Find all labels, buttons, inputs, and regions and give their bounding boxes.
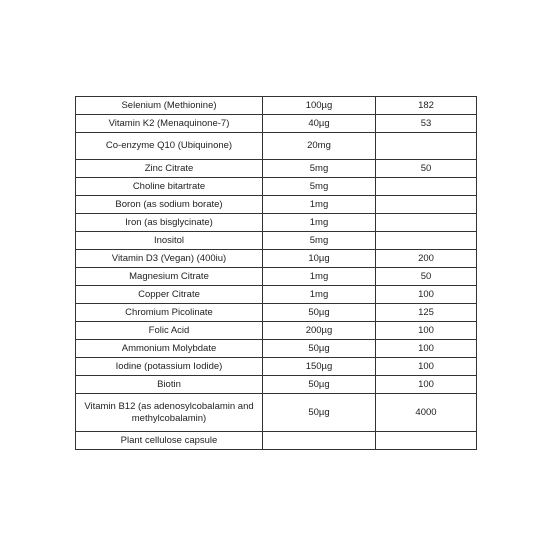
nrv-cell: 100: [376, 286, 477, 304]
amount-cell: 1mg: [263, 286, 376, 304]
table-row: [76, 376, 477, 394]
nrv-cell: 100: [376, 358, 477, 376]
ingredient-cell: Zinc Citrate: [76, 160, 263, 178]
ingredient-cell: Plant cellulose capsule: [76, 432, 263, 450]
amount-cell: 5mg: [263, 178, 376, 196]
table-row: [76, 358, 477, 376]
nrv-cell: 100: [376, 340, 477, 358]
ingredient-cell: Folic Acid: [76, 322, 263, 340]
amount-cell: [263, 432, 376, 450]
amount-cell: 1mg: [263, 196, 376, 214]
amount-cell: 5mg: [263, 160, 376, 178]
ingredient-cell: Co-enzyme Q10 (Ubiquinone): [76, 133, 263, 160]
amount-cell: 10µg: [263, 250, 376, 268]
amount-cell: 40µg: [263, 115, 376, 133]
table-row: [76, 268, 477, 286]
supplement-facts-table: [75, 96, 477, 450]
nrv-cell: [376, 178, 477, 196]
ingredient-cell: Selenium (Methionine): [76, 97, 263, 115]
table-row: [76, 304, 477, 322]
nrv-cell: 50: [376, 268, 477, 286]
nrv-cell: 100: [376, 322, 477, 340]
ingredient-cell: Iodine (potassium Iodide): [76, 358, 263, 376]
nrv-cell: [376, 232, 477, 250]
table-row: [76, 232, 477, 250]
ingredient-cell: Copper Citrate: [76, 286, 263, 304]
amount-cell: 50µg: [263, 394, 376, 432]
ingredient-cell: Vitamin D3 (Vegan) (400iu): [76, 250, 263, 268]
amount-cell: 150µg: [263, 358, 376, 376]
table-row: [76, 432, 477, 450]
nrv-cell: [376, 133, 477, 160]
ingredient-cell: Magnesium Citrate: [76, 268, 263, 286]
ingredient-cell: Ammonium Molybdate: [76, 340, 263, 358]
ingredient-cell: Inositol: [76, 232, 263, 250]
amount-cell: 5mg: [263, 232, 376, 250]
nrv-cell: [376, 432, 477, 450]
table-row: [76, 115, 477, 133]
amount-cell: 50µg: [263, 376, 376, 394]
ingredient-cell: Biotin: [76, 376, 263, 394]
ingredient-cell: Chromium Picolinate: [76, 304, 263, 322]
ingredient-cell: Vitamin K2 (Menaquinone-7): [76, 115, 263, 133]
table-row: [76, 214, 477, 232]
table-row: [76, 133, 477, 160]
nrv-cell: [376, 196, 477, 214]
table-row: [76, 178, 477, 196]
ingredient-cell: Vitamin B12 (as adenosylcobalamin and methylcobalamin): [76, 394, 263, 432]
table-row: [76, 340, 477, 358]
ingredient-cell: Iron (as bisglycinate): [76, 214, 263, 232]
nrv-cell: 200: [376, 250, 477, 268]
amount-cell: 20mg: [263, 133, 376, 160]
table-row: [76, 250, 477, 268]
nrv-cell: [376, 214, 477, 232]
amount-cell: 1mg: [263, 268, 376, 286]
nrv-cell: 4000: [376, 394, 477, 432]
table-row: [76, 196, 477, 214]
nrv-cell: 50: [376, 160, 477, 178]
ingredient-cell: Choline bitartrate: [76, 178, 263, 196]
nrv-cell: 182: [376, 97, 477, 115]
table-row: [76, 322, 477, 340]
ingredient-cell: Boron (as sodium borate): [76, 196, 263, 214]
table-row: [76, 160, 477, 178]
nrv-cell: 53: [376, 115, 477, 133]
table-row: [76, 286, 477, 304]
nrv-cell: 125: [376, 304, 477, 322]
table-row: [76, 394, 477, 432]
amount-cell: 1mg: [263, 214, 376, 232]
nrv-cell: 100: [376, 376, 477, 394]
amount-cell: 200µg: [263, 322, 376, 340]
table-row: [76, 97, 477, 115]
amount-cell: 50µg: [263, 340, 376, 358]
amount-cell: 50µg: [263, 304, 376, 322]
amount-cell: 100µg: [263, 97, 376, 115]
